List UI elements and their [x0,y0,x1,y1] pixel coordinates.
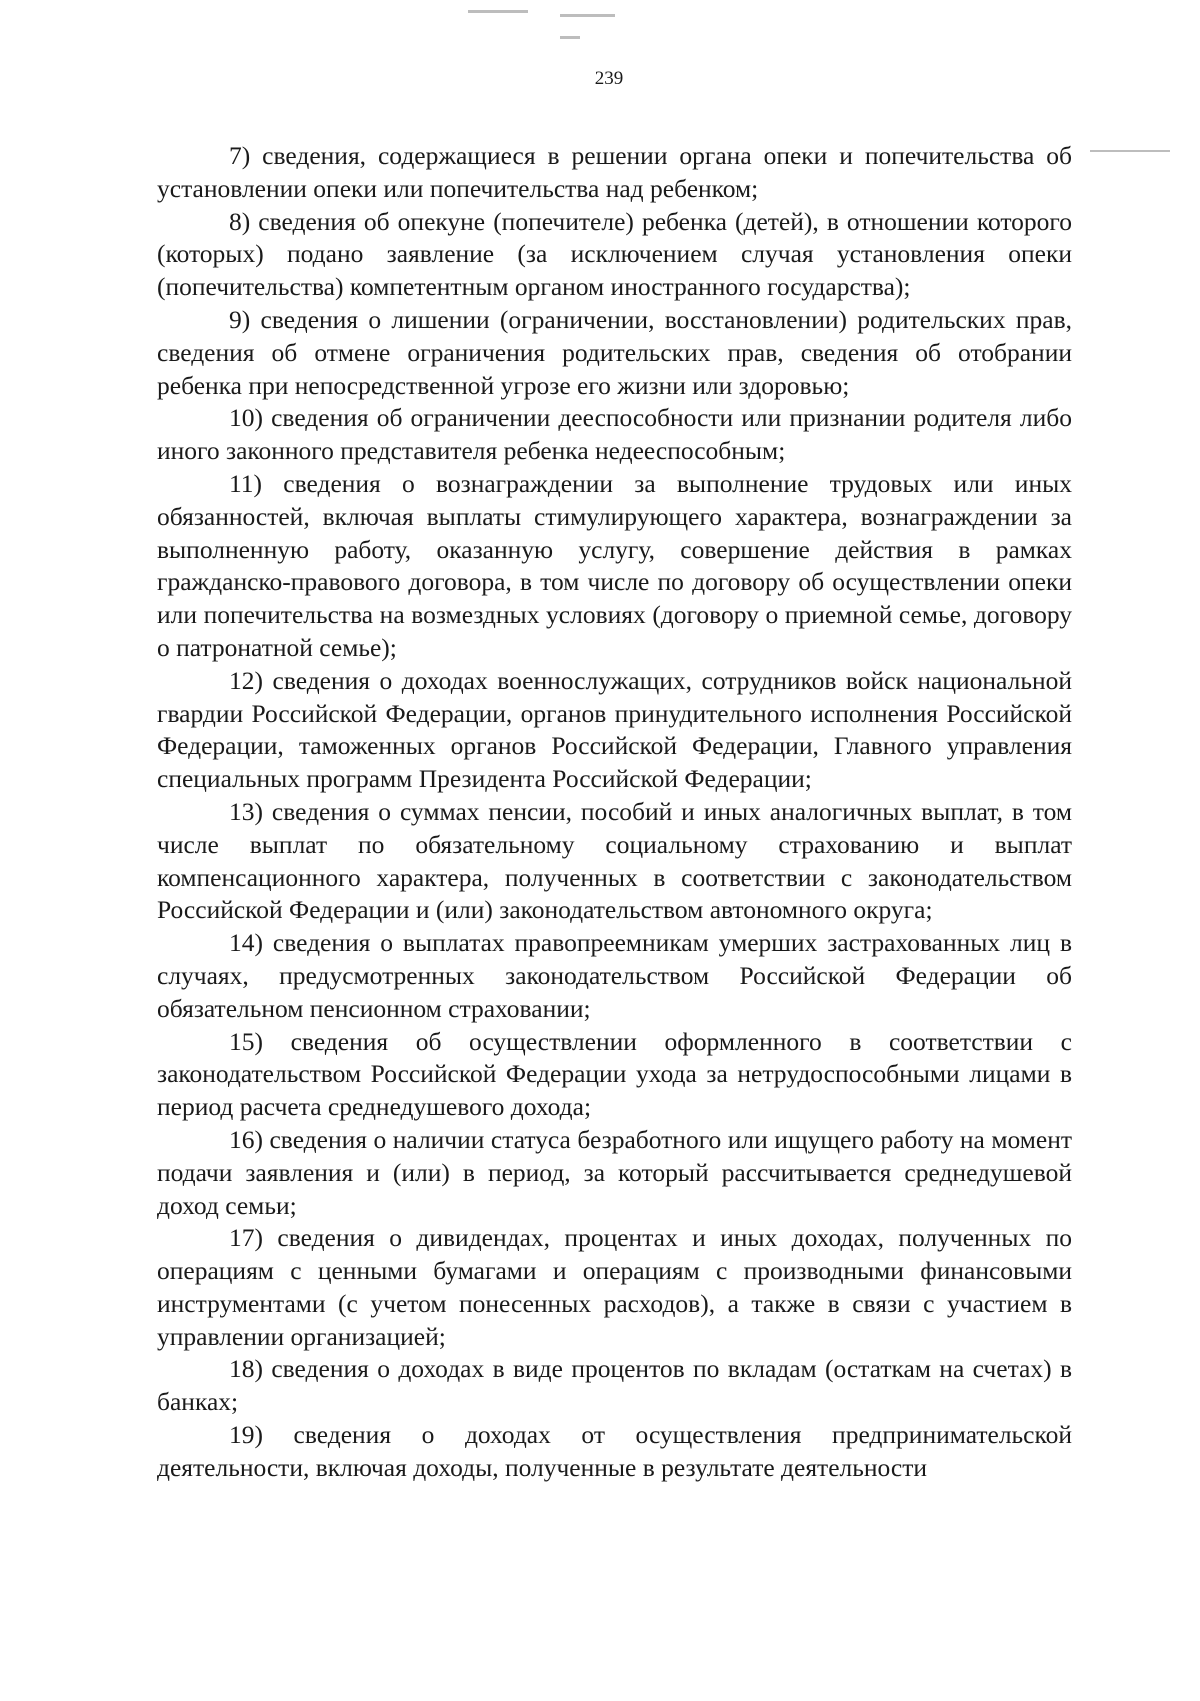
list-item-13: 13) сведения о суммах пенсии, пособий и иных аналогичных выплат, в том числе выплат по обязательному социальному страхованию и выплат компенсационного характера, полученных в соответствии с законодательством Российской Федерации и (или) законодательством автономного округа; [157,796,1072,925]
list-item-19: 19) сведения о доходах от осуществления предпринимательской деятельности, включая доходы, полученные в результате деятельности [157,1420,1072,1482]
list-item-7: 7) сведения, содержащиеся в решении органа опеки и попечительства об установлении опеки или попечительства над ребенком; [157,141,1072,203]
list-item-16: 16) сведения о наличии статуса безработного или ищущего работу на момент подачи заявления и (или) в период, за который рассчитывается среднедушевой доход семьи; [157,1124,1072,1220]
scan-speck [560,14,615,17]
scan-speck [468,10,528,13]
list-item-15: 15) сведения об осуществлении оформленного в соответствии с законодательством Российской Федерации ухода за нетрудоспособными лицами в период расчета среднедушевого дохода; [157,1026,1072,1122]
list-item-9: 9) сведения о лишении (ограничении, восстановлении) родительских прав, сведения об отмене ограничения родительских прав, сведения об отобрании ребенка при непосредственной угрозе его жизни или здоровью; [157,304,1072,400]
document-body [157,140,1072,1485]
list-item-11: 11) сведения о вознаграждении за выполнение трудовых или иных обязанностей, включая выплаты стимулирующего характера, вознаграждении за выполненную работу, оказанную услугу, совершение действия в рамках гражданско-правового договора, в том числе по договору об осуществлении опеки или попечительства на возмездных условиях (договору о приемной семье, договору о патронатной семье); [157,468,1072,662]
list-item-14: 14) сведения о выплатах правопреемникам умерших застрахованных лиц в случаях, предусмотренных законодательством Российской Федерации об обязательном пенсионном страховании; [157,928,1072,1023]
list-item-8: 8) сведения об опекуне (попечителе) ребенка (детей), в отношении которого (которых) подано заявление (за исключением случая установления опеки (попечительства) компетентным органом иностранного государства); [157,206,1072,302]
page-number: 239 [594,68,624,89]
list-item-18: 18) сведения о доходах в виде процентов по вкладам (остаткам на счетах) в банках; [157,1354,1072,1417]
scan-speck [560,36,580,39]
list-item-10: 10) сведения об ограничении дееспособности или признании родителя либо иного законного представителя ребенка недееспособным; [157,403,1072,466]
scan-speck [1090,150,1170,152]
list-item-17: 17) сведения о дивидендах, процентах и иных доходах, полученных по операциям с ценными бумагами и операциям с производными финансовыми инструментами (с учетом понесенных расходов), а также в связи с участием в управлении организацией; [157,1223,1072,1351]
list-item-12: 12) сведения о доходах военнослужащих, сотрудников войск национальной гвардии Российской Федерации, органов принудительного исполнения Российской Федерации, таможенных органов Российской Федерации, Главного управления специальных программ Президента Российской Федерации; [157,665,1072,794]
